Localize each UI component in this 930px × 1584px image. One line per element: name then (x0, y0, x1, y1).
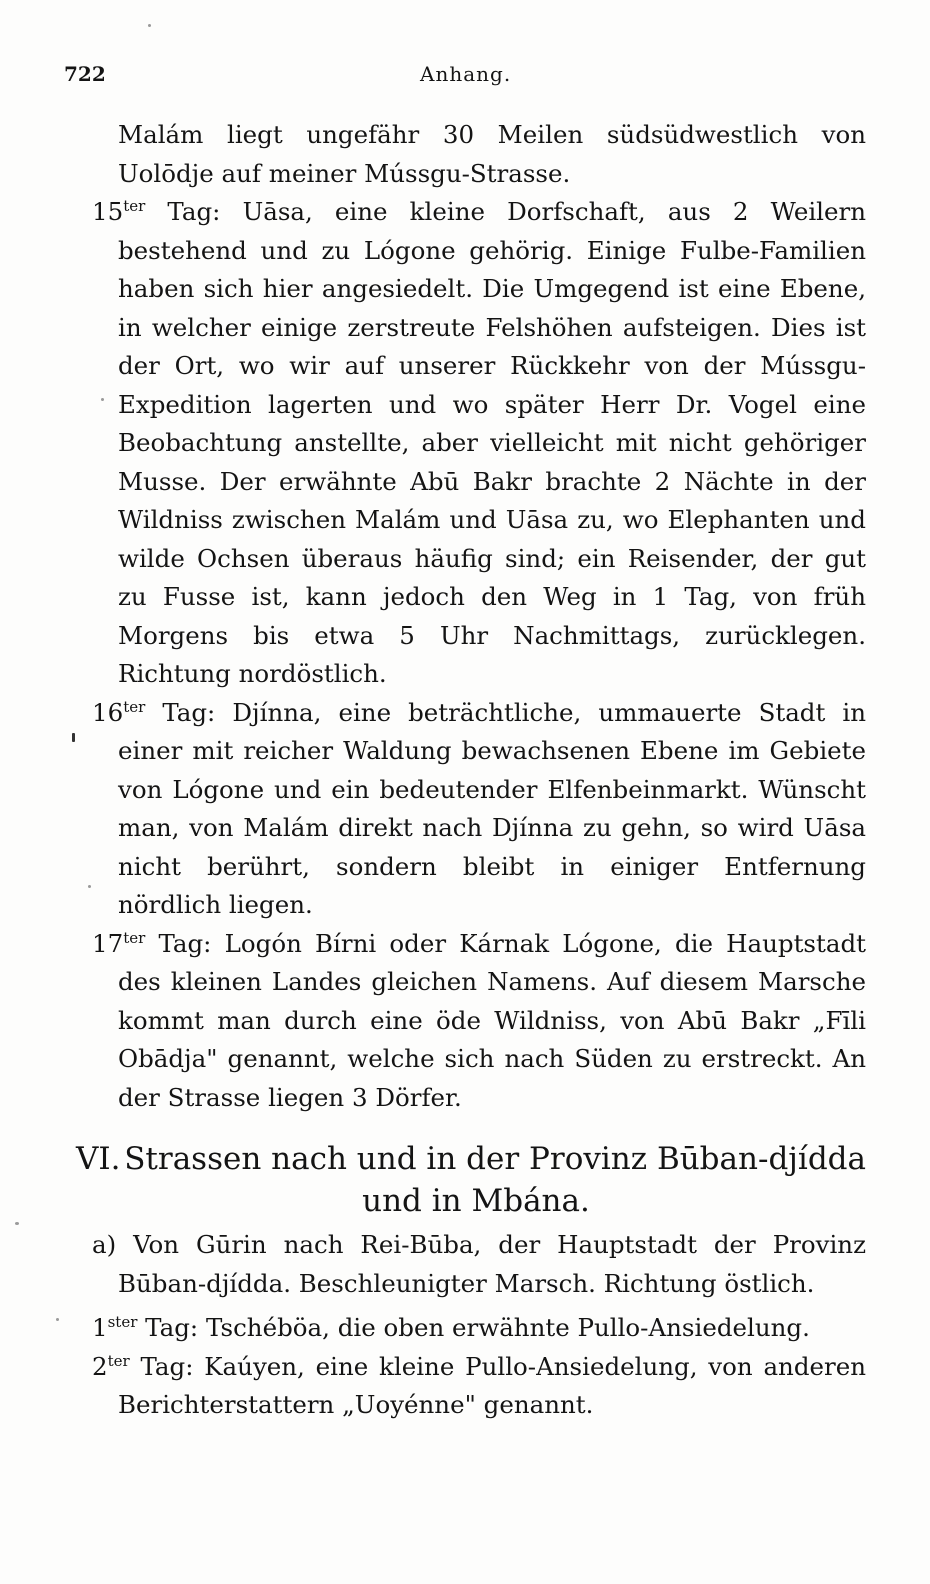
day-suffix: ter (123, 197, 146, 215)
section-heading (76, 1138, 866, 1222)
day-number: 16 (92, 697, 124, 727)
main-text (92, 116, 866, 1117)
day-label: Tag: (158, 928, 212, 958)
day-suffix: ter (123, 928, 146, 947)
day-entry-16 (92, 694, 866, 925)
day-text: Uāsa, eine kleine Dorfschaft, aus 2 Weilern bestehend und zu Lógone gehörig. Einige Fulbe-Familien haben sich hier angesiedelt. Die Umgegend ist eine Ebene, in welcher einige zerstreute Felshöhen aufsteigen. Dies ist der Ort, wo wir auf unserer Rückkehr von der Mússgu-Expedition lagerten und wo später Herr Dr. Vogel eine Beobachtung anstellte, aber vielleicht mit nicht gehöriger Musse. Der erwähnte Abū Bakr brachte 2 Nächte in der Wildniss zwischen Malám und Uāsa zu, wo Elephanten und wilde Ochsen überaus häufig sind; ein Reisender, der gut zu Fusse ist, kann jedoch den Weg in 1 Tag, von früh Morgens bis etwa 5 Uhr Nachmittags, zurücklegen. Richtung nordöstlich. (118, 197, 866, 688)
continuation-paragraph: Malám liegt ungefähr 30 Meilen südsüdwestlich von Uolōdje auf meiner Mússgu-Strasse. (118, 120, 866, 188)
day-label: Tag: (167, 197, 221, 226)
day-number: 2 (92, 1351, 108, 1381)
day-suffix: ster (107, 1313, 138, 1331)
day-number: 17 (92, 928, 124, 958)
route-day-1 (92, 1309, 866, 1348)
day-label: Tag: (162, 697, 216, 727)
day-text: Djínna, eine beträchtliche, ummauerte Stadt in einer mit reicher Waldung bewachsenen Ebene im Gebiete von Lógone und ein bedeutender Elfenbeinmarkt. Wünscht man, von Malám direkt nach Djínna zu gehn, so wird Uāsa nicht berührt, sondern bleibt in einiger Entfernung nördlich liegen. (118, 697, 866, 919)
section-title-line2: und in Mbána. (362, 1183, 590, 1219)
day-suffix: ter (107, 1351, 130, 1370)
day-text: Kaúyen, eine kleine Pullo-Ansiedelung, von anderen Berichterstattern „Uoyénne" genannt. (118, 1351, 867, 1419)
page-header (64, 62, 864, 92)
section-roman-numeral: VI. (76, 1141, 121, 1177)
day-label: Tag: (140, 1351, 194, 1381)
day-entry-17 (92, 925, 866, 1118)
day-label: Tag: (145, 1313, 199, 1342)
day-text: Logón Bírni oder Kárnak Lógone, die Hauptstadt des kleinen Landes gleichen Namens. Auf diesem Marsche kommt man durch eine öde Wildniss, von Abū Bakr „Fīli Obādja" genannt, welche sich nach Süden zu erstreckt. An der Strasse liegen 3 Dörfer. (118, 928, 866, 1112)
day-entry-15 (92, 193, 866, 694)
day-suffix: ter (123, 697, 146, 716)
subsection-a-heading: a) Von Gūrin nach Rei-Būba, der Hauptstadt der Provinz Būban-djídda. Beschleunigter Marsch. Richtung östlich. (92, 1230, 866, 1298)
day-number: 1 (92, 1313, 108, 1342)
running-head: Anhang. (420, 62, 512, 86)
day-text: Tschéböa, die oben erwähnte Pullo-Ansiedelung. (205, 1313, 810, 1342)
route-day-2 (92, 1348, 866, 1425)
page-number: 722 (64, 62, 106, 86)
subsection-a (92, 1226, 866, 1425)
section-title-line1: Strassen nach und in der Provinz Būban-djídda (124, 1141, 866, 1177)
route-days (92, 1309, 866, 1425)
day-number: 15 (92, 197, 124, 226)
section-heading-line1 (76, 1138, 866, 1180)
